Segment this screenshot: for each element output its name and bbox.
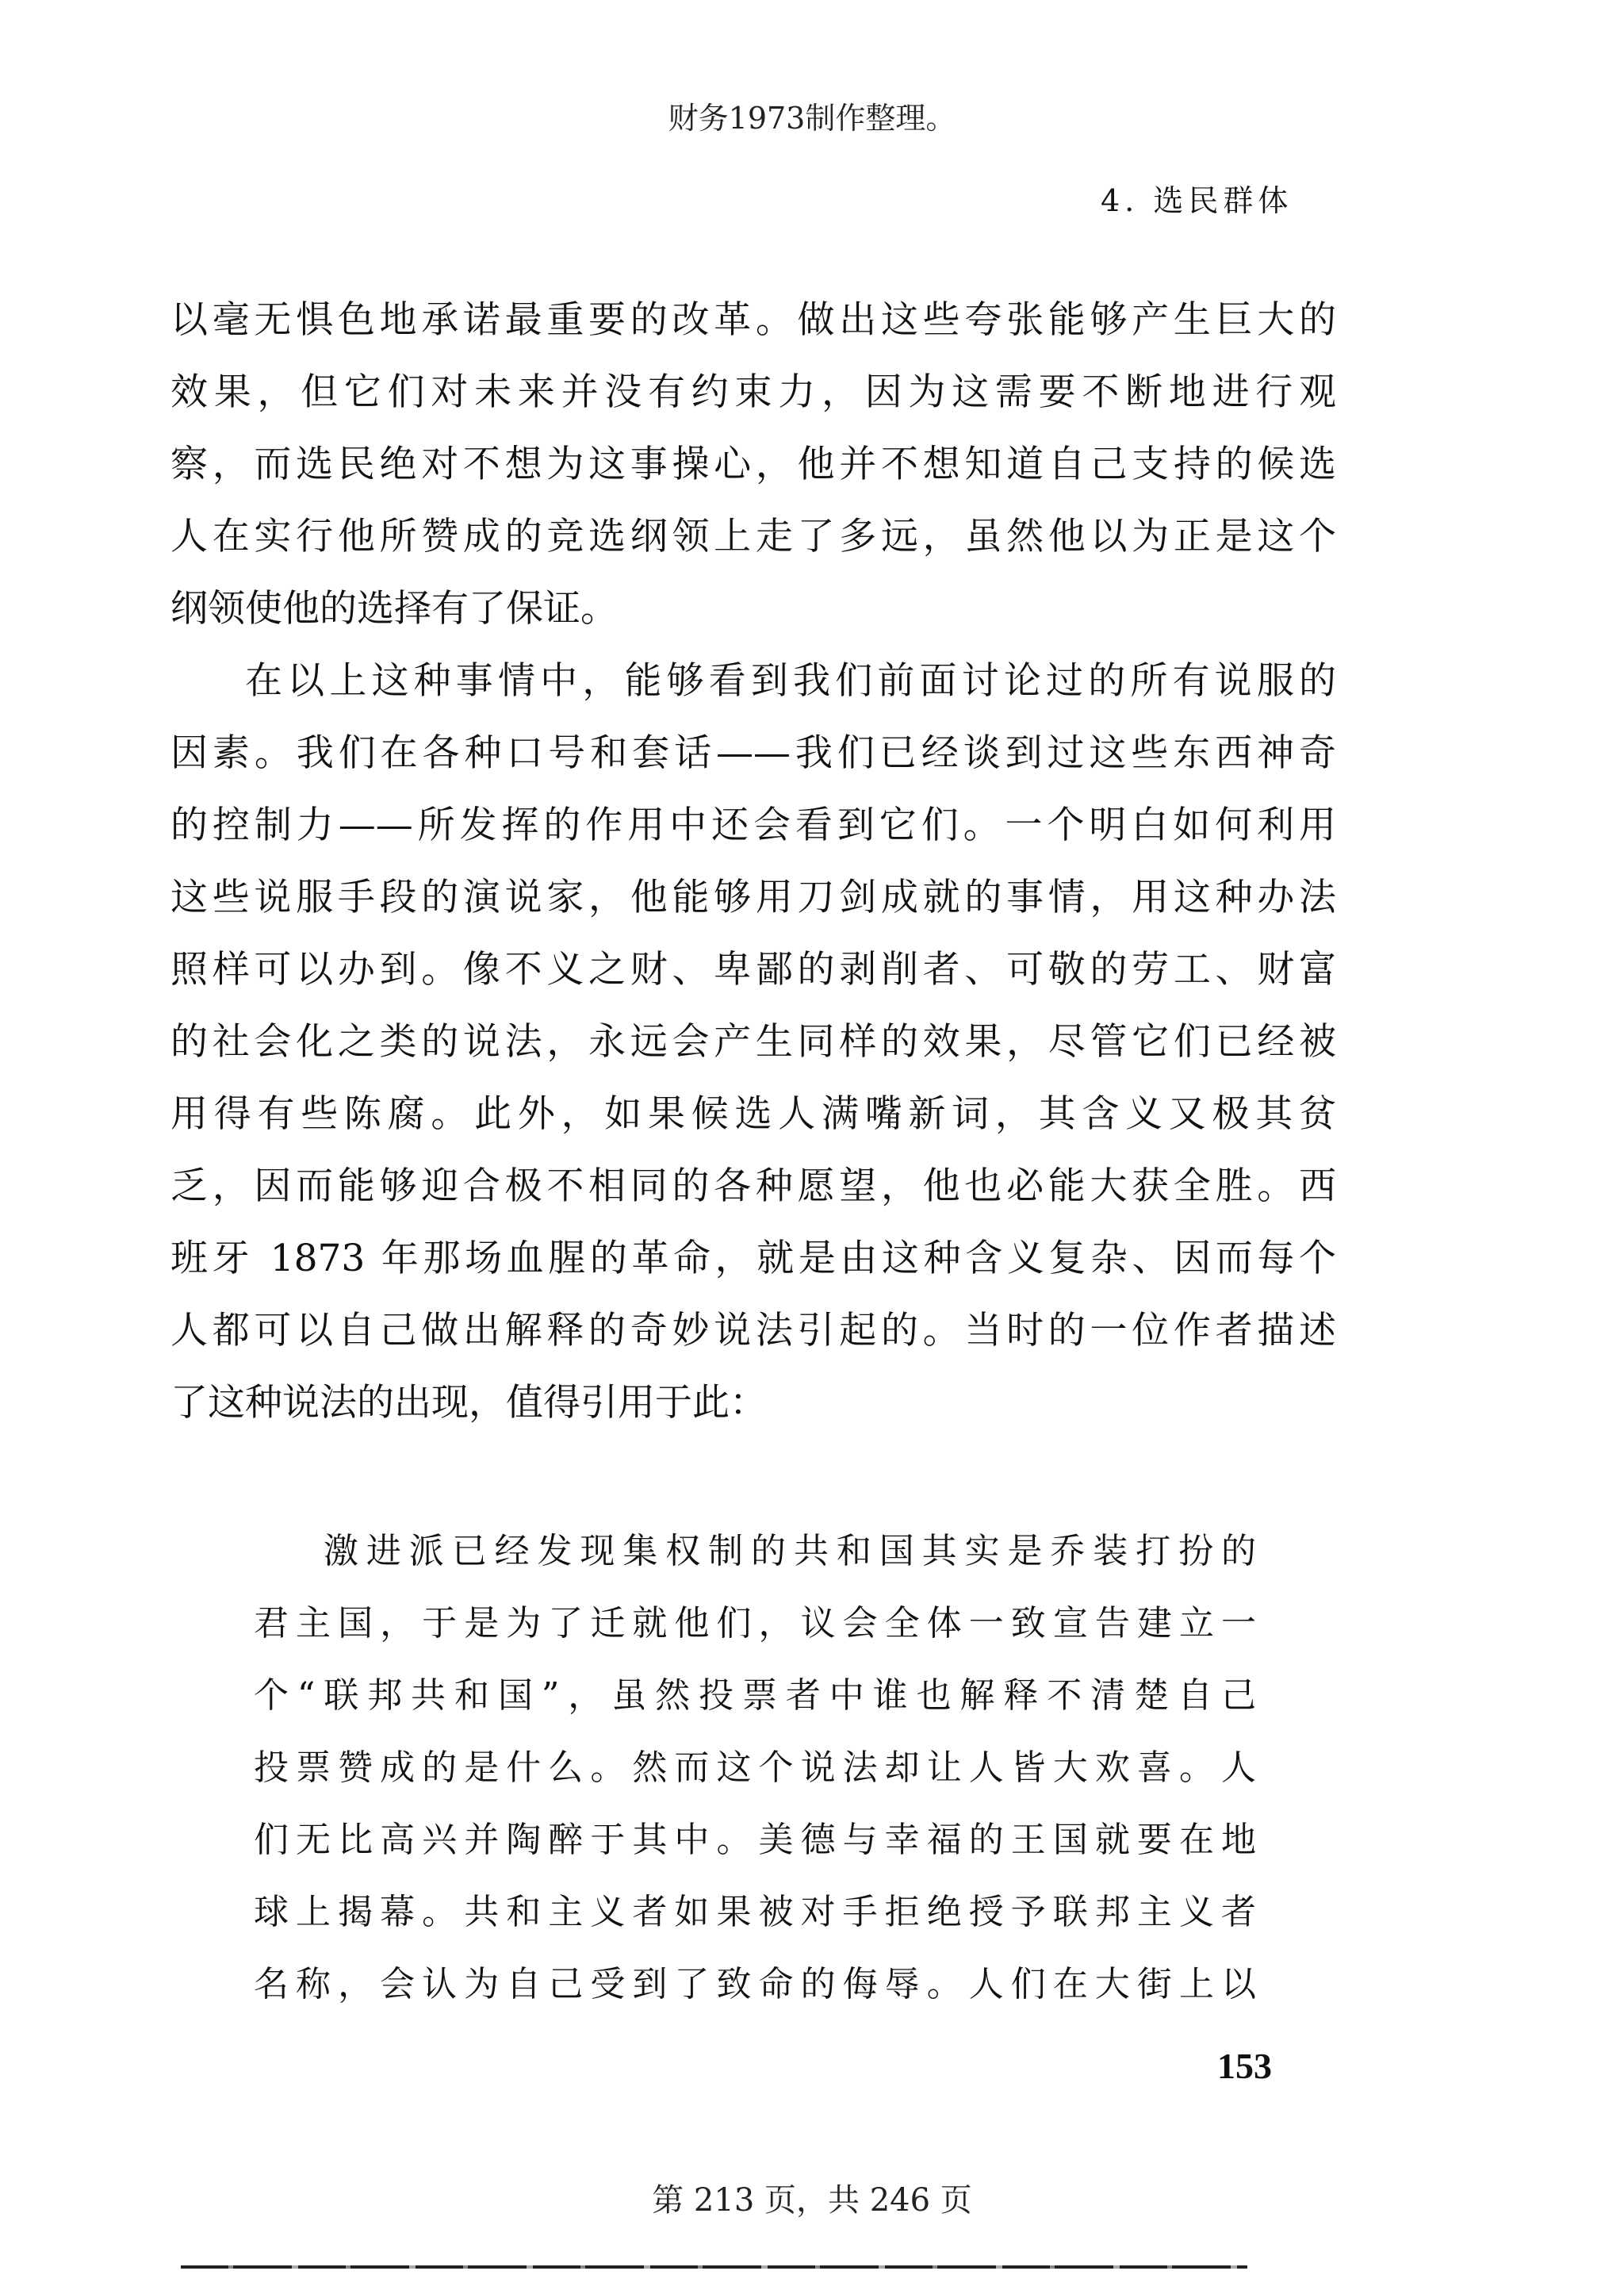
body-line: 效果，但它们对未来并没有约束力，因为这需要不断地进行观 [170,370,1336,414]
body-line: 人都可以自己做出解释的奇妙说法引起的。当时的一位作者描述 [170,1309,1336,1352]
quote-line: 球上揭幕。共和主义者如果被对手拒绝授予联邦主义者 [254,1892,1257,1932]
quote-line: 激进派已经发现集权制的共和国其实是乔装打扮的 [324,1531,1257,1571]
quote-line: 个“联邦共和国”，虽然投票者中谁也解释不清楚自己 [254,1675,1257,1716]
block-quote [254,1515,1257,2020]
page-footer: 第 213 页，共 246 页 [652,2182,972,2219]
quote-line: 君主国，于是为了迁就他们，议会全体一致宣告建立一 [254,1603,1257,1644]
quote-line: 名称，会认为自己受到了致命的侮辱。人们在大街上以 [254,1964,1257,2004]
body-line: 的社会化之类的说法，永远会产生同样的效果，尽管它们已经被 [170,1020,1336,1064]
body-line: 照样可以办到。像不义之财、卑鄙的剥削者、可敬的劳工、财富 [170,948,1336,992]
body-line: 这些说服手段的演说家，他能够用刀剑成就的事情，用这种办法 [170,876,1336,919]
body-line: 班牙 1873 年那场血腥的革命，就是由这种含义复杂、因而每个 [170,1237,1336,1280]
watermark-text: 财务1973制作整理。 [668,101,956,136]
quote-line: 们无比高兴并陶醉于其中。美德与幸福的王国就要在地 [254,1820,1257,1860]
quote-line: 投票赞成的是什么。然而这个说法却让人皆大欢喜。人 [254,1747,1257,1788]
body-line: 因素。我们在各种口号和套话——我们已经谈到过这些东西神奇 [170,731,1336,775]
running-head: 4. 选民群体 [1101,183,1293,218]
body-line: 用得有些陈腐。此外，如果候选人满嘴新词，其含义又极其贫 [170,1092,1336,1136]
body-line: 察，而选民绝对不想为这事操心，他并不想知道自己支持的候选 [170,443,1336,486]
body-line: 的控制力——所发挥的作用中还会看到它们。一个明白如何利用 [170,804,1336,847]
body-line: 人在实行他所赞成的竞选纲领上走了多远，虽然他以为正是这个 [170,515,1336,558]
body-line: 以毫无惧色地承诺最重要的改革。做出这些夸张能够产生巨大的 [170,298,1336,342]
body-line: 在以上这种事情中，能够看到我们前面讨论过的所有说服的 [245,659,1336,703]
body-text [170,284,1336,1439]
body-line: 了这种说法的出现，值得引用于此： [170,1381,767,1425]
page-number: 153 [1217,2046,1272,2086]
body-line: 乏，因而能够迎合极不相同的各种愿望，他也必能大获全胜。西 [170,1164,1336,1208]
bottom-rule [181,2265,1247,2269]
body-line: 纲领使他的选择有了保证。 [170,587,618,631]
